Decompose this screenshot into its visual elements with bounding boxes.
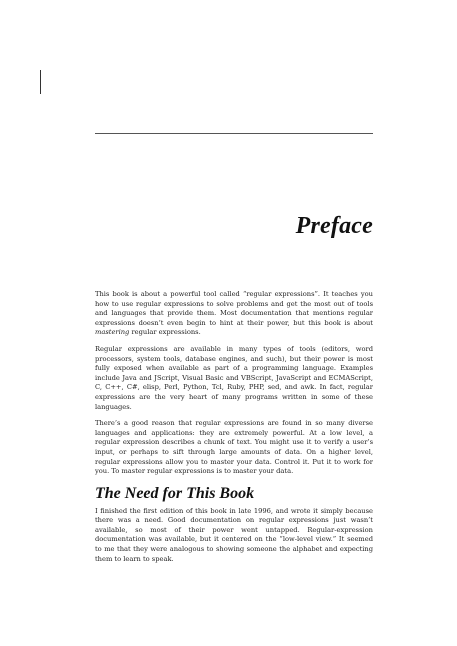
paragraph-3: There’s a good reason that regular expressions are found in so many diverse languages and applications: they are extremely powerful. At a low level, a regular expression describes a chunk of text. You might use it to verify a user’s input, or perhaps to sift through large amounts of data. On a higher level, regular expressions allow you to master your data. Control it. Put it to work for you. To master regular expressions is to master your data.: [95, 419, 373, 476]
paragraph-1-text-end: regular expressions.: [129, 328, 201, 337]
paragraph-1-text: This book is about a powerful tool called “regular expressions”. It teaches you how to use regular expressions to solve problems and get the most out of tools and languages that provide them. Most documentation that mentions regular expressions doesn’t even begin to hint at their power, but this book is about: [95, 290, 373, 327]
section-heading: The Need for This Book: [95, 484, 255, 502]
paragraph-1: [95, 290, 373, 338]
margin-mark: [40, 70, 41, 94]
paragraph-4: I finished the first edition of this book in late 1996, and wrote it simply because there was a need. Good documentation on regular expressions just wasn’t available, so most of their power went untapped. Regular-expression documentation was available, but it centered on the “low-level view.” It seemed to me that they were analogous to showing someone the alphabet and expecting them to learn to speak.: [95, 506, 373, 563]
header-rule: [95, 133, 373, 134]
paragraph-1-emphasis: mastering: [95, 328, 130, 337]
paragraph-2: Regular expressions are available in many types of tools (editors, word processors, system tools, database engines, and such), but their power is most fully exposed when available as part of a programming language. Examples include Java and JScript, Visual Basic and VBScript, JavaScript and ECMAScript, C, C++, C#, elisp, Perl, Python, Tcl, Ruby, PHP, sed, and awk. In fact, regular expressions are the very heart of many programs written in some of these languages.: [95, 344, 373, 411]
chapter-title: Preface: [295, 213, 373, 239]
body-text: [95, 290, 373, 571]
